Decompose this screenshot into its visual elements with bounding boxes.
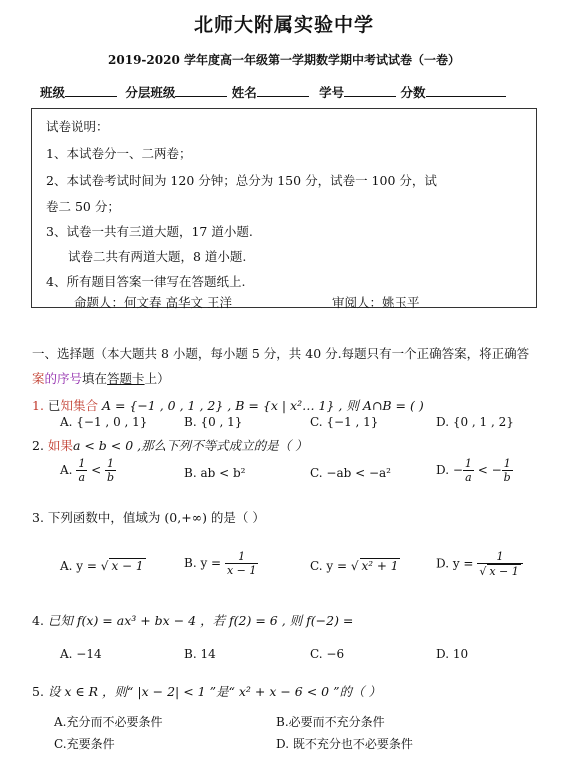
question-setters: 命题人：何文春 高华文 王洋 [74,295,232,310]
notice-line-4: 4、所有题目答案一律写在答题纸上. [46,274,246,289]
q2-option-c[interactable]: C. −ab < −a² [310,466,391,480]
notice-heading: 试卷说明： [46,119,109,134]
notice-line-1: 1、本试卷分一、二两卷； [46,146,192,161]
q3-option-b[interactable]: B. y = $\frac{1}{x - 1}$ [184,550,257,577]
id-blank[interactable] [344,84,396,97]
tier-class-blank[interactable] [175,84,227,97]
q5-option-a[interactable]: A.充分而不必要条件 [54,715,163,729]
q5-option-d[interactable]: D. 既不充分也不必要条件 [276,737,413,751]
tier-class-label: 分层班级 [125,85,176,100]
q3-option-c[interactable]: C. y = √ x² + 1 [310,559,399,573]
q5-option-b[interactable]: B.必要而不充分条件 [276,715,385,729]
notice-line-3b: 试卷二共有两道大题，8 道小题. [68,249,247,264]
q4-option-c[interactable]: C. −6 [310,647,345,661]
section-intro-line-1: 一、选择题（本大题共 8 小题，每小题 5 分，共 40 分.每题只有一个正确答案，将正确答 [32,346,530,361]
school-name: 北师大附属实验中学 [193,14,374,36]
q1-option-b[interactable]: B. {0 , 1} [184,415,243,429]
notice-line-2a: 2、本试卷考试时间为 120 分钟；总分为 150 分，试卷一 100 分，试 [46,173,437,188]
class-blank[interactable] [65,84,117,97]
id-label: 学号 [319,85,345,100]
q4-option-d[interactable]: D. 10 [436,647,469,661]
student-info-line [40,83,506,101]
q1-option-c[interactable]: C. {−1 , 1} [310,415,379,429]
q4-option-b[interactable]: B. 14 [184,647,216,661]
q3-option-d[interactable]: D. y = $\frac{1}{√ x - 1}$ [436,550,523,578]
q2-option-a[interactable]: A. $\frac{1}{a}$ < $\frac{1}{b}$ [60,457,115,484]
q4-option-a[interactable]: A. −14 [60,647,102,661]
reviewer: 审阅人：姚玉平 [332,295,420,310]
q5-option-c[interactable]: C.充要条件 [54,737,115,751]
q1-option-a[interactable]: A. {−1 , 0 , 1} [60,415,148,429]
score-label: 分数 [400,85,426,100]
question-5: 5. 设 x ∈ R ，则“ |x − 2| < 1 ”是“ x² + x − 6 < 0 ”的（ ） [32,684,381,699]
score-blank[interactable] [426,84,506,97]
q2-option-d[interactable]: D. − $\frac{1}{a}$ < − $\frac{1}{b}$ [436,457,511,484]
question-1: 1. 已知集合 A = {−1 , 0 , 1 , 2} , B = {x | x²… 1} , 则 A∩B = ( ) [32,398,424,413]
question-4: 4. 已知 f(x) = ax³ + bx − 4 ，若 f(2) = 6 , 则 f(−2) = [32,613,354,628]
section-intro-line-2: 案的序号填在答题卡上） [32,371,170,386]
name-label: 姓名 [231,85,257,100]
name-blank[interactable] [257,84,309,97]
q3-option-a[interactable]: A. y = √ x − 1 [60,559,144,573]
exam-title: 2019-2020 学年度高一年级第一学期数学期中考试试卷（一卷） [108,53,460,67]
question-3: 3. 下列函数中，值域为 (0,+∞) 的是（ ） [32,510,265,525]
notice-line-3a: 3、试卷一共有三道大题，17 道小题. [46,224,253,239]
question-2: 2. 如果a < b < 0 ,那么下列不等式成立的是（ ） [32,438,308,453]
notice-line-2b: 卷二 50 分； [46,199,120,214]
class-label: 班级 [40,85,66,100]
q1-option-d[interactable]: D. {0 , 1 , 2} [436,415,514,429]
exam-notice-box [31,108,537,308]
q2-option-b[interactable]: B. ab < b² [184,466,246,480]
